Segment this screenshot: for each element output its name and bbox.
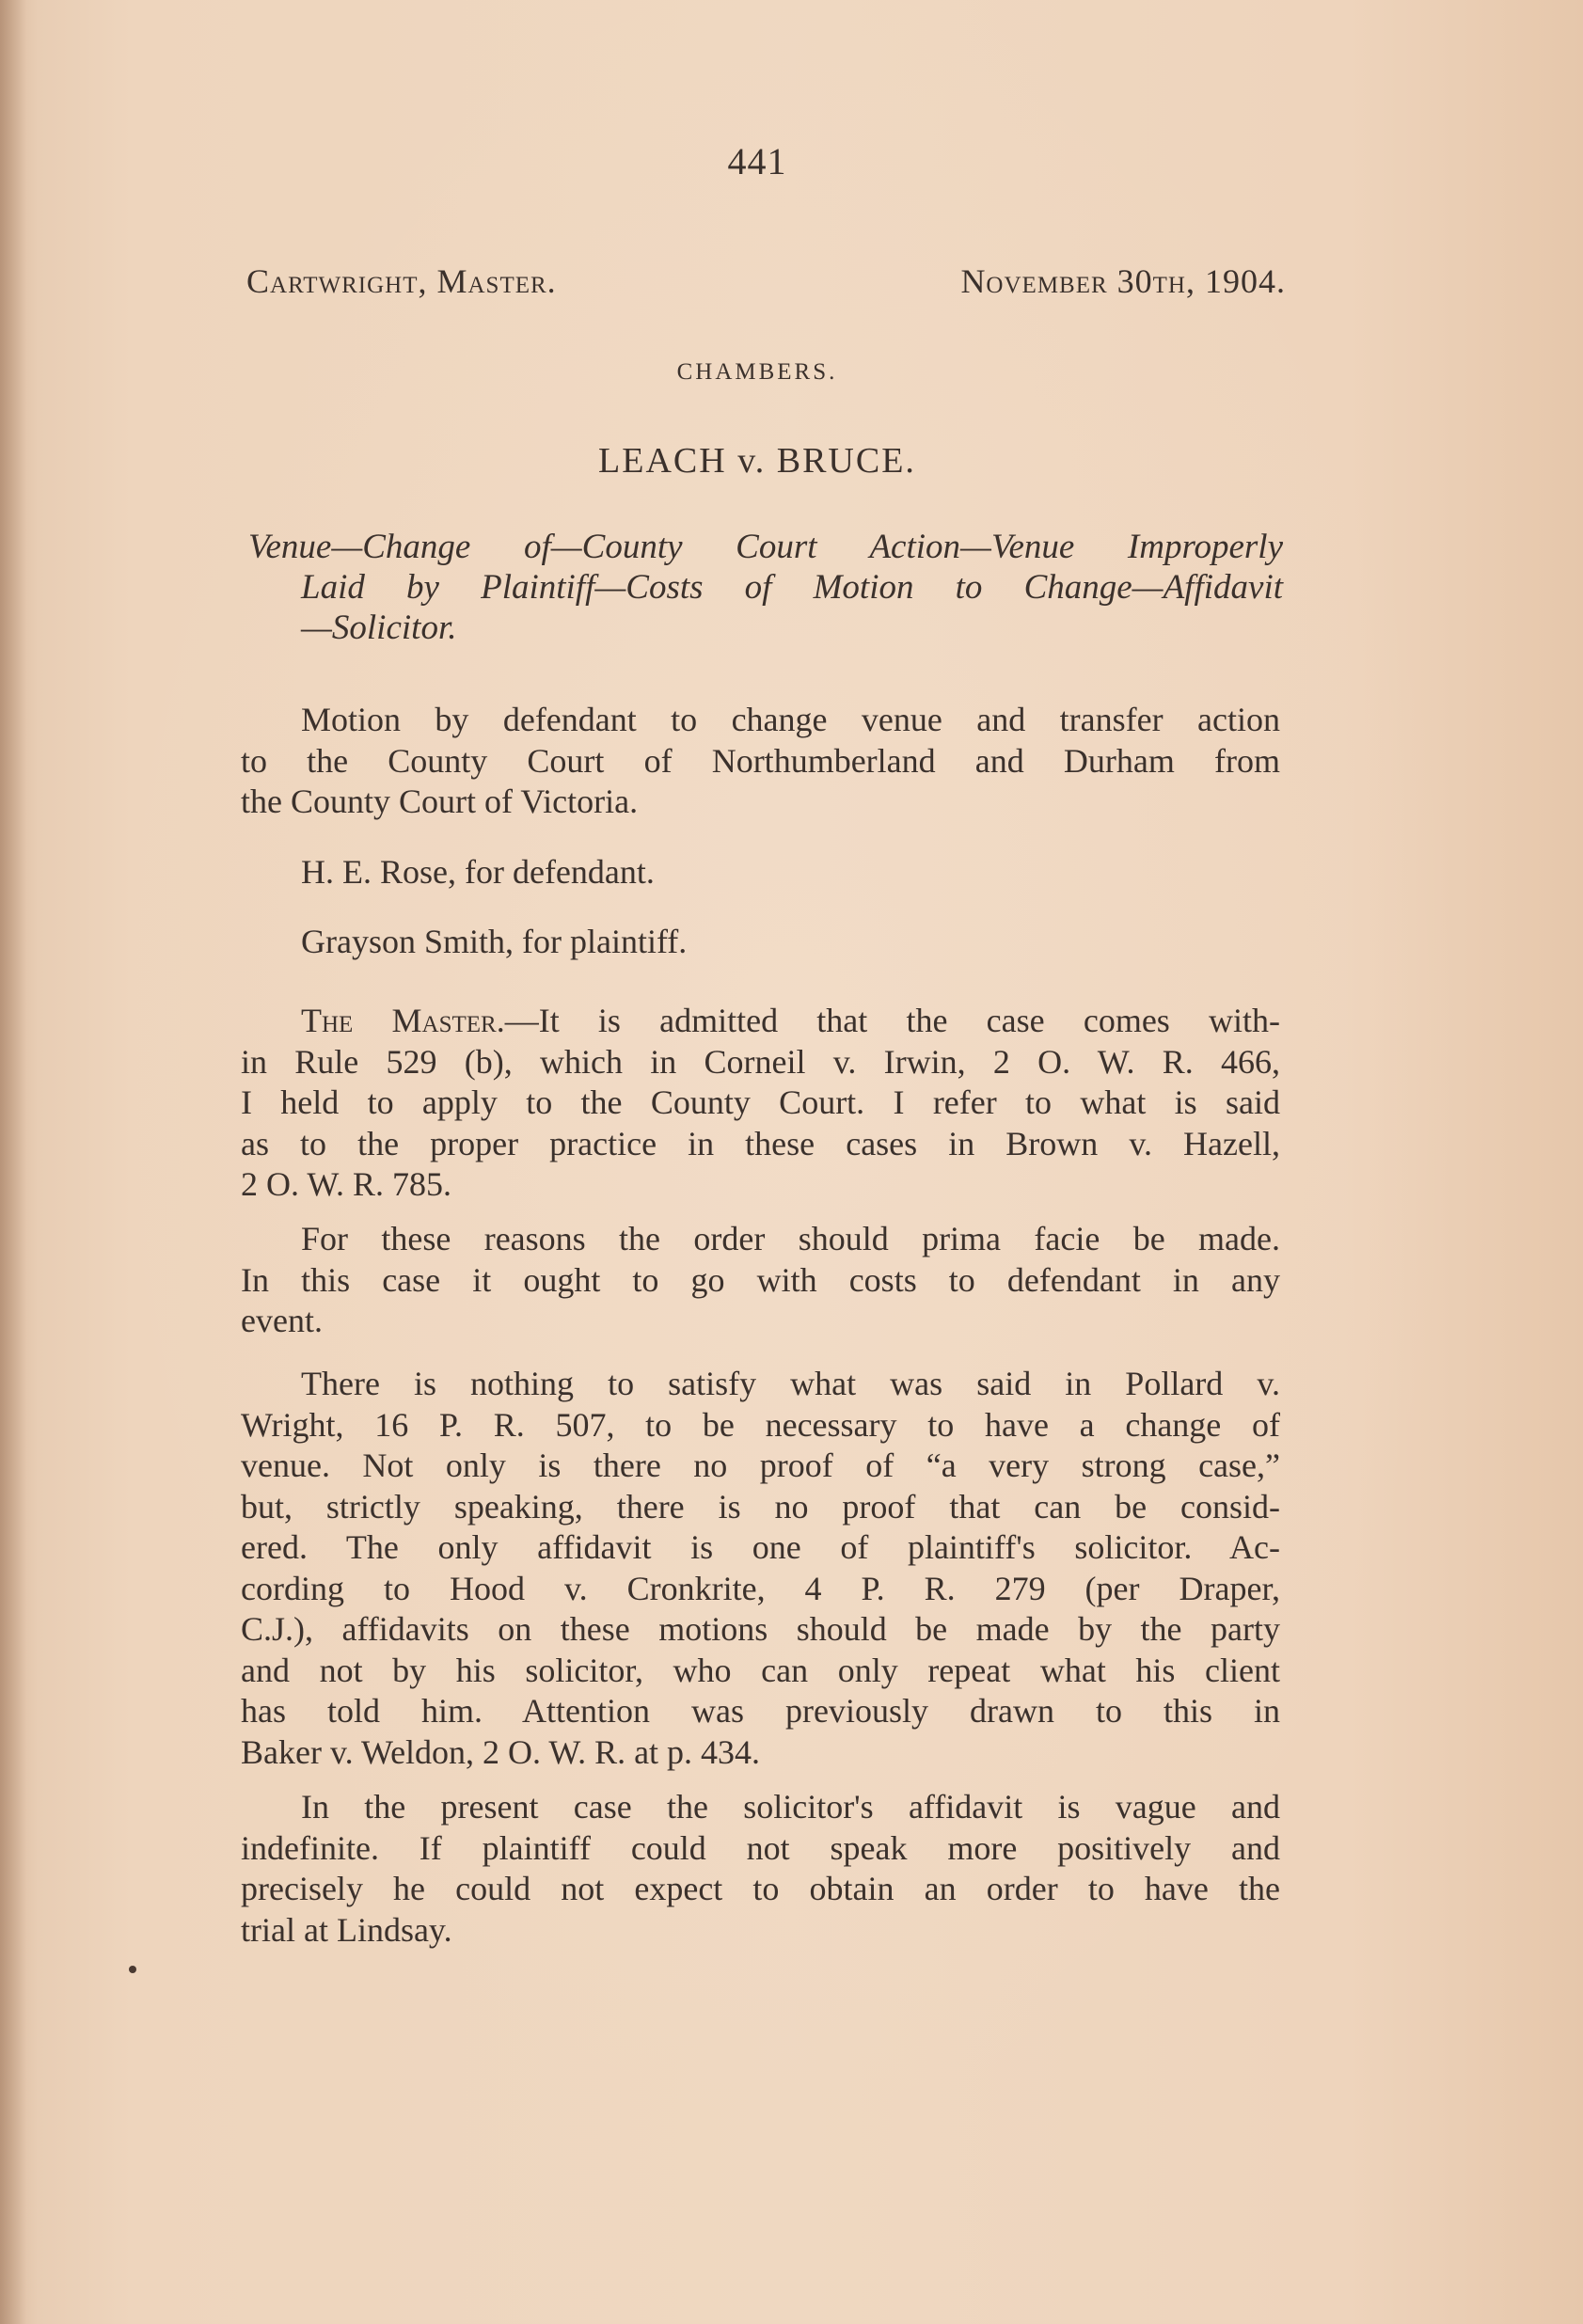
headnote-line: —Solicitor. [301,609,457,647]
text-span: —It is admitted that the case comes with- [504,1002,1281,1039]
text-line: I held to apply to the County Court. I refer to what is said [241,1083,1280,1121]
text-line: Wright, 16 P. R. 507, to be necessary to have a change of [241,1405,1280,1444]
text-line: In the present case the solicitor's affidavit is vague and [301,1788,1280,1826]
text-line: venue. Not only is there no proof of “a very strong case,” [241,1447,1280,1484]
headnote [248,527,1283,648]
paragraph-judgment [241,1001,1280,1206]
paragraph-nothing [241,1364,1280,1773]
text-line: but, strictly speaking, there is no proof that can be consid- [241,1487,1280,1526]
text-line: In this case it ought to go with costs to defendant in any [241,1260,1280,1299]
headnote-line: Laid by Plaintiff—Costs of Motion to Change—Affidavit [301,568,1283,607]
paragraph-motion [241,700,1280,823]
text-line: the County Court of Victoria. [241,783,639,820]
paragraph-present [241,1787,1280,1951]
text-line: to the County Court of Northumberland and Durham from [241,741,1280,780]
text-line: as to the proper practice in these cases in Brown v. Hazell, [241,1124,1280,1162]
case-title: LEACH v. BRUCE. [598,441,916,481]
text-line: precisely he could not expect to obtain an order to have the [241,1870,1280,1907]
text-line: trial at Lindsay. [241,1910,452,1949]
text-line: cording to Hood v. Cronkrite, 4 P. R. 279 (per Draper, [241,1569,1280,1607]
header-date: November 30th, 1904. [960,262,1286,300]
paragraph-counsel-defendant [241,852,1280,893]
text-line: in Rule 529 (b), which in Corneil v. Irwin, 2 O. W. R. 466, [241,1042,1280,1081]
text-line: 2 O. W. R. 785. [241,1165,452,1203]
text-line: Baker v. Weldon, 2 O. W. R. at p. 434. [241,1732,761,1771]
ink-speck [129,1966,136,1973]
text-line: and not by his solicitor, who can only repeat what his client [241,1651,1280,1689]
headnote-line: Venue—Change of—County Court Action—Venue Improperly [248,528,1283,566]
paragraph-reasons [241,1219,1280,1342]
text-line: C.J.), affidavits on these motions should be made by the party [241,1610,1280,1648]
text-line: Motion by defendant to change venue and transfer action [301,701,1280,738]
text-line: ered. The only affidavit is one of plaintiff's solicitor. Ac- [241,1528,1280,1566]
text-line: Grayson Smith, for plaintiff. [301,923,688,960]
page-number: 441 [727,140,787,182]
header-judge: Cartwright, Master. [246,262,557,300]
text-line [241,1001,1280,1042]
judgment-lead: The Master. [301,1002,505,1039]
text-line: has told him. Attention was previously drawn to this in [241,1692,1280,1730]
text-line: indefinite. If plaintiff could not speak more positively and [241,1828,1280,1867]
paragraph-counsel-plaintiff [241,922,1280,963]
court-name: CHAMBERS. [676,359,838,385]
page-binding-shadow [0,0,26,2324]
text-line: event. [241,1302,323,1339]
text-line: There is nothing to satisfy what was said in Pollard v. [301,1365,1280,1402]
text-line: For these reasons the order should prima facie be made. [301,1220,1280,1257]
text-line: H. E. Rose, for defendant. [301,853,655,891]
